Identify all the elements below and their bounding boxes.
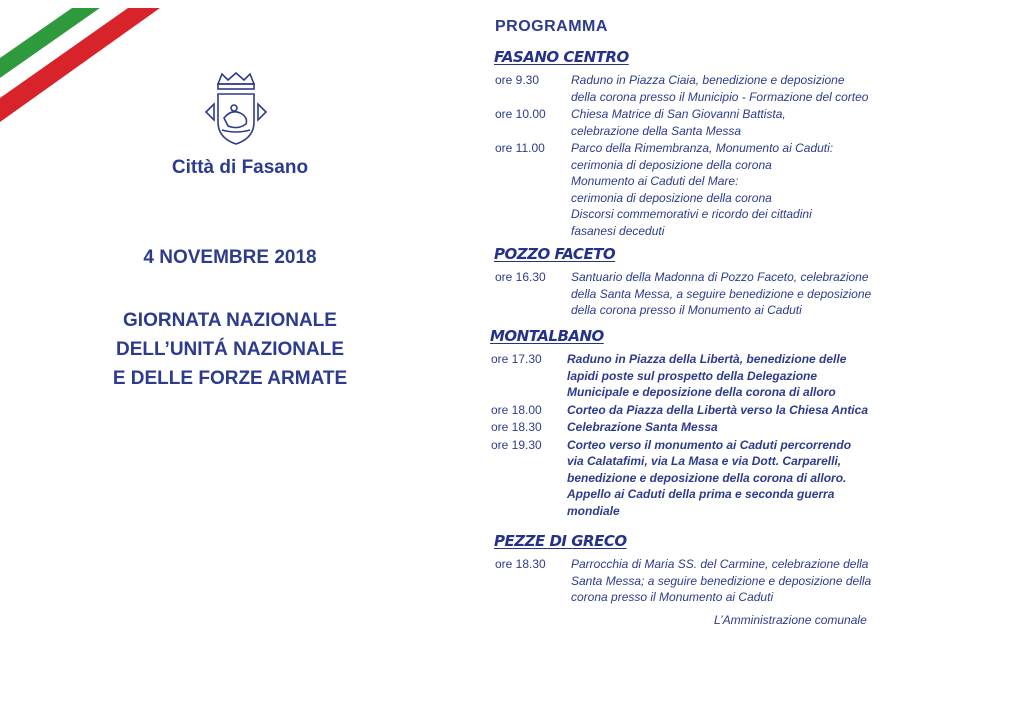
entry-description <box>567 437 887 520</box>
entry-line: Monumento ai Caduti del Mare: <box>571 174 739 188</box>
schedule-entry <box>486 351 896 401</box>
section-pezze-di-greco <box>490 532 900 606</box>
entry-line: corona presso il Monumento ai Caduti <box>571 590 774 604</box>
italian-flag-ribbon <box>0 0 170 130</box>
entry-time: ore 18.30 <box>495 557 546 571</box>
entry-description <box>571 140 891 239</box>
entry-line: Corteo verso il monumento ai Caduti percorrendo <box>567 437 852 452</box>
schedule-entry <box>486 437 896 520</box>
entry-line: lapidi poste sul prospetto della Delegazione <box>567 368 818 383</box>
schedule-entry <box>490 140 900 239</box>
event-title-line: DELL’UNITÁ NAZIONALE <box>116 339 344 360</box>
schedule-entry <box>486 402 896 419</box>
entry-line: benedizione e deposizione della corona di alloro. <box>567 470 847 485</box>
section-title: MONTALBANO <box>490 327 604 345</box>
entry-line: Santuario della Madonna di Pozzo Faceto, celebrazione <box>571 270 869 284</box>
entry-description <box>571 269 891 319</box>
section-montalbano <box>486 327 896 519</box>
entry-line: della corona presso il Municipio - Formazione del corteo <box>571 89 869 104</box>
entry-line: mondiale <box>567 503 620 518</box>
event-title <box>70 306 390 393</box>
entry-line: Raduno in Piazza della Libertà, benedizione delle <box>567 352 847 366</box>
entry-line: cerimonia di deposizione della corona <box>571 190 772 205</box>
entry-line: Parrocchia di Maria SS. del Carmine, celebrazione della <box>571 557 869 571</box>
schedule-entry <box>490 106 900 139</box>
entry-time: ore 18.30 <box>491 420 542 434</box>
event-title-line: E DELLE FORZE ARMATE <box>112 368 348 389</box>
city-name: Città di Fasano <box>171 157 309 178</box>
section-pozzo-faceto <box>490 245 900 319</box>
entry-line: della corona presso il Monumento ai Caduti <box>571 303 802 317</box>
entry-line: Discorsi commemorativi e ricordo dei cittadini <box>571 207 812 221</box>
entry-line: Appello ai Caduti della prima e seconda guerra <box>567 487 835 501</box>
entry-line: cerimonia di deposizione della corona <box>571 157 772 172</box>
program-heading: PROGRAMMA <box>495 18 608 35</box>
entry-time: ore 18.00 <box>491 402 542 417</box>
entry-description <box>571 72 891 105</box>
entry-line: Celebrazione Santa Messa <box>567 420 718 434</box>
entry-time: ore 9.30 <box>495 73 540 87</box>
entry-time: ore 19.30 <box>491 437 542 452</box>
entry-description <box>571 556 891 606</box>
entry-line: Municipale e deposizione della corona di alloro <box>567 385 836 399</box>
section-title: POZZO FACETO <box>494 245 616 263</box>
entry-time: ore 11.00 <box>495 141 545 155</box>
section-fasano-centro <box>490 48 900 239</box>
entry-line: Parco della Rimembranza, Monumento ai Caduti: <box>571 141 834 155</box>
entry-time: ore 17.30 <box>491 352 542 366</box>
event-date: 4 NOVEMBRE 2018 <box>143 247 317 268</box>
entry-time: ore 10.00 <box>495 107 546 121</box>
entry-line: della Santa Messa, a seguire benedizione e deposizione <box>571 286 872 301</box>
entry-line: celebrazione della Santa Messa <box>571 123 742 138</box>
schedule-entry <box>490 269 900 319</box>
entry-line: fasanesi deceduti <box>571 223 665 238</box>
section-title: PEZZE DI GRECO <box>494 532 627 550</box>
entry-line: Santa Messa; a seguire benedizione e deposizione della <box>571 573 872 588</box>
schedule-entry <box>490 72 900 105</box>
signature: L’Amministrazione comunale <box>714 613 867 627</box>
entry-time: ore 16.30 <box>495 270 546 284</box>
entry-description <box>567 419 887 436</box>
entry-line: Raduno in Piazza Ciaia, benedizione e deposizione <box>571 73 845 87</box>
schedule-entry <box>486 419 896 436</box>
entry-description <box>567 402 887 419</box>
entry-line: Chiesa Matrice di San Giovanni Battista, <box>571 107 786 121</box>
entry-description <box>567 351 887 401</box>
city-crest-icon <box>204 72 268 150</box>
entry-line: via Calatafimi, via La Masa e via Dott. Carparelli, <box>567 454 842 468</box>
event-title-line: GIORNATA NAZIONALE <box>123 310 337 331</box>
entry-description <box>571 106 891 139</box>
section-title: FASANO CENTRO <box>494 48 629 66</box>
entry-line: Corteo da Piazza della Libertà verso la Chiesa Antica <box>567 402 868 417</box>
schedule-entry <box>490 556 900 606</box>
